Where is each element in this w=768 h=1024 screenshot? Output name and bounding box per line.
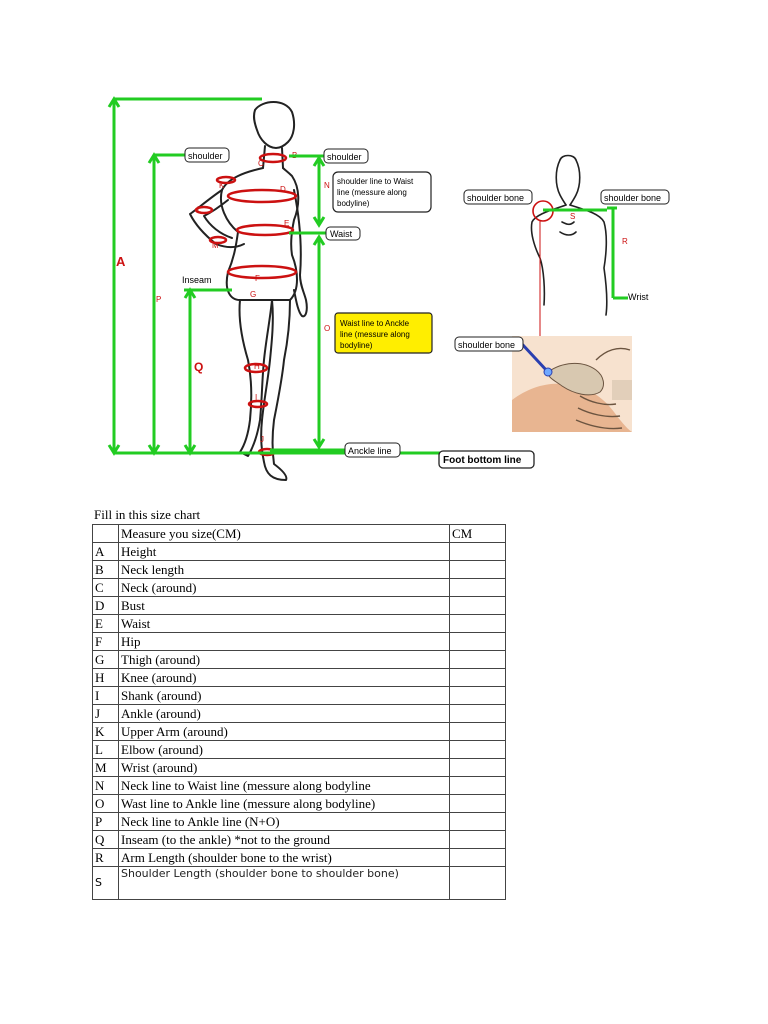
letter-H: H bbox=[254, 362, 260, 371]
row-cm-value-cell[interactable] bbox=[450, 633, 506, 651]
svg-text:Waist: Waist bbox=[330, 229, 353, 239]
row-letter-cell: G bbox=[93, 651, 119, 669]
table-row bbox=[93, 759, 506, 777]
table-header-row bbox=[93, 525, 506, 543]
header-letter-cell bbox=[93, 525, 119, 543]
row-letter-cell: M bbox=[93, 759, 119, 777]
table-row bbox=[93, 561, 506, 579]
row-description-cell: Shoulder Length (shoulder bone to shoulder bone) bbox=[119, 867, 450, 900]
row-letter-cell: P bbox=[93, 813, 119, 831]
row-cm-value-cell[interactable] bbox=[450, 849, 506, 867]
table-row bbox=[93, 633, 506, 651]
row-description-cell: Wast line to Ankle line (messure along bodyline) bbox=[119, 795, 450, 813]
table-row bbox=[93, 849, 506, 867]
letter-B: B bbox=[292, 151, 298, 160]
row-description-cell: Wrist (around) bbox=[119, 759, 450, 777]
row-cm-value-cell[interactable] bbox=[450, 561, 506, 579]
row-cm-value-cell[interactable] bbox=[450, 669, 506, 687]
label-wrist: Wrist bbox=[628, 292, 649, 302]
table-row bbox=[93, 543, 506, 561]
label-waist bbox=[326, 227, 360, 240]
table-row bbox=[93, 687, 506, 705]
letter-D: D bbox=[280, 185, 286, 194]
table-row bbox=[93, 579, 506, 597]
row-description-cell: Elbow (around) bbox=[119, 741, 450, 759]
table-row bbox=[93, 831, 506, 849]
letter-C: C bbox=[258, 159, 264, 168]
row-description-cell: Height bbox=[119, 543, 450, 561]
row-letter-cell: B bbox=[93, 561, 119, 579]
row-description-cell: Neck line to Waist line (messure along bodyline bbox=[119, 777, 450, 795]
row-description-cell: Inseam (to the ankle) *not to the ground bbox=[119, 831, 450, 849]
row-letter-cell: R bbox=[93, 849, 119, 867]
table-row bbox=[93, 723, 506, 741]
shoulder-bone-detail-image bbox=[512, 336, 632, 432]
label-shoulder-bone-left bbox=[464, 190, 532, 204]
row-cm-value-cell[interactable] bbox=[450, 777, 506, 795]
row-cm-value-cell[interactable] bbox=[450, 867, 506, 900]
row-description-cell: Neck length bbox=[119, 561, 450, 579]
table-row bbox=[93, 705, 506, 723]
letter-L: L bbox=[197, 205, 202, 214]
row-description-cell: Thigh (around) bbox=[119, 651, 450, 669]
letter-F: F bbox=[255, 274, 260, 283]
row-description-cell: Bust bbox=[119, 597, 450, 615]
guide-lines bbox=[109, 99, 440, 453]
body-letter-markers bbox=[197, 151, 297, 444]
svg-text:shoulder bone: shoulder bone bbox=[458, 340, 516, 350]
header-cm-cell: CM bbox=[450, 525, 506, 543]
svg-text:shoulder bone: shoulder bone bbox=[467, 193, 525, 203]
row-letter-cell: A bbox=[93, 543, 119, 561]
size-chart-table bbox=[92, 524, 506, 900]
row-letter-cell: S bbox=[93, 867, 119, 900]
letter-Q: Q bbox=[194, 360, 204, 374]
row-letter-cell: Q bbox=[93, 831, 119, 849]
svg-text:shoulder: shoulder bbox=[327, 152, 362, 162]
svg-text:shoulder line to Waist: shoulder line to Waist bbox=[337, 177, 414, 186]
letter-K: K bbox=[219, 181, 225, 190]
row-cm-value-cell[interactable] bbox=[450, 615, 506, 633]
table-row bbox=[93, 651, 506, 669]
row-letter-cell: N bbox=[93, 777, 119, 795]
svg-text:Anckle line: Anckle line bbox=[348, 446, 392, 456]
label-ankle-line bbox=[345, 443, 400, 457]
row-cm-value-cell[interactable] bbox=[450, 813, 506, 831]
svg-text:line (messure along: line (messure along bbox=[337, 188, 407, 197]
svg-text:line (messure along: line (messure along bbox=[340, 330, 410, 339]
row-cm-value-cell[interactable] bbox=[450, 795, 506, 813]
row-description-cell: Knee (around) bbox=[119, 669, 450, 687]
table-row bbox=[93, 741, 506, 759]
row-cm-value-cell[interactable] bbox=[450, 705, 506, 723]
row-cm-value-cell[interactable] bbox=[450, 723, 506, 741]
svg-text:shoulder bone: shoulder bone bbox=[604, 193, 662, 203]
row-description-cell: Waist bbox=[119, 615, 450, 633]
row-letter-cell: K bbox=[93, 723, 119, 741]
row-description-cell: Ankle (around) bbox=[119, 705, 450, 723]
table-row bbox=[93, 669, 506, 687]
row-cm-value-cell[interactable] bbox=[450, 741, 506, 759]
svg-text:Foot bottom line: Foot bottom line bbox=[443, 455, 522, 466]
table-row bbox=[93, 795, 506, 813]
table-row bbox=[93, 813, 506, 831]
letter-E: E bbox=[284, 219, 290, 228]
svg-text:bodyline): bodyline) bbox=[337, 199, 370, 208]
table-row bbox=[93, 867, 506, 900]
label-neck-to-waist bbox=[333, 172, 431, 212]
letter-M: M bbox=[212, 241, 219, 250]
letter-P: P bbox=[156, 295, 162, 304]
label-foot-bottom-line bbox=[439, 451, 534, 468]
table-row bbox=[93, 615, 506, 633]
letter-A: A bbox=[116, 254, 126, 269]
svg-text:shoulder: shoulder bbox=[188, 151, 223, 161]
row-description-cell: Neck (around) bbox=[119, 579, 450, 597]
svg-text:Waist line to Anckle: Waist line to Anckle bbox=[340, 319, 410, 328]
row-cm-value-cell[interactable] bbox=[450, 579, 506, 597]
row-description-cell: Arm Length (shoulder bone to the wrist) bbox=[119, 849, 450, 867]
row-cm-value-cell[interactable] bbox=[450, 543, 506, 561]
table-row bbox=[93, 777, 506, 795]
label-shoulder-left bbox=[185, 148, 229, 162]
row-description-cell: Upper Arm (around) bbox=[119, 723, 450, 741]
letter-S: S bbox=[570, 212, 576, 221]
back-guide-lines bbox=[543, 208, 628, 298]
row-letter-cell: I bbox=[93, 687, 119, 705]
row-description-cell: Neck line to Ankle line (N+O) bbox=[119, 813, 450, 831]
back-view-figure bbox=[531, 156, 606, 316]
label-shoulder-bone-detail bbox=[455, 337, 523, 351]
row-letter-cell: J bbox=[93, 705, 119, 723]
row-description-cell: Hip bbox=[119, 633, 450, 651]
letter-R: R bbox=[622, 237, 628, 246]
row-cm-value-cell[interactable] bbox=[450, 651, 506, 669]
row-cm-value-cell[interactable] bbox=[450, 597, 506, 615]
chart-title: Fill in this size chart bbox=[94, 507, 201, 522]
row-letter-cell: L bbox=[93, 741, 119, 759]
label-inseam: Inseam bbox=[182, 275, 212, 285]
header-description-cell: Measure you size(CM) bbox=[119, 525, 450, 543]
row-letter-cell: D bbox=[93, 597, 119, 615]
row-letter-cell: F bbox=[93, 633, 119, 651]
row-cm-value-cell[interactable] bbox=[450, 831, 506, 849]
row-cm-value-cell[interactable] bbox=[450, 687, 506, 705]
row-letter-cell: C bbox=[93, 579, 119, 597]
letter-O: O bbox=[324, 324, 331, 333]
letter-J: J bbox=[260, 435, 264, 444]
row-letter-cell: E bbox=[93, 615, 119, 633]
row-description-cell: Shank (around) bbox=[119, 687, 450, 705]
letter-I: I bbox=[255, 393, 258, 402]
label-shoulder-bone-right bbox=[601, 190, 669, 204]
row-letter-cell: O bbox=[93, 795, 119, 813]
label-waist-to-ankle bbox=[335, 313, 432, 353]
measurement-diagram bbox=[0, 0, 768, 500]
letter-N: N bbox=[324, 181, 330, 190]
row-letter-cell: H bbox=[93, 669, 119, 687]
table-row bbox=[93, 597, 506, 615]
svg-text:bodyline): bodyline) bbox=[340, 341, 373, 350]
label-shoulder-right bbox=[324, 149, 368, 163]
letter-G: G bbox=[250, 290, 257, 299]
row-cm-value-cell[interactable] bbox=[450, 759, 506, 777]
